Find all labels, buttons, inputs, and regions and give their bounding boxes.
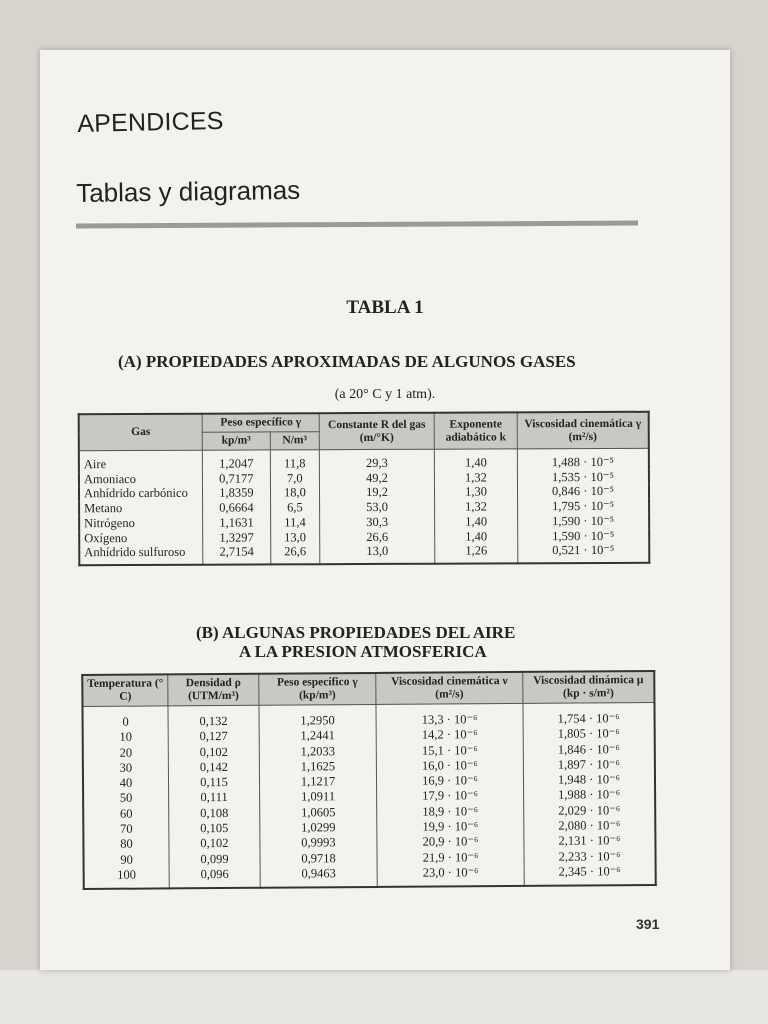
- temperatura-value: 30: [83, 760, 169, 776]
- constante-value: 30,3: [320, 515, 435, 530]
- constante-value: 19,2: [319, 485, 434, 500]
- exponente-value: 1,32: [435, 499, 518, 514]
- exponente-value: 1,32: [434, 470, 517, 485]
- densidad-value: 0,102: [169, 836, 260, 852]
- visc-dinamica-value: 2,345 · 10⁻⁶: [524, 864, 656, 886]
- exponente-value: 1,40: [435, 529, 518, 544]
- peso-especifico-value: 1,2441: [259, 728, 376, 744]
- densidad-value: 0,142: [168, 760, 259, 776]
- densidad-value: 0,111: [169, 790, 260, 806]
- section-a-title: (A) PROPIEDADES APROXIMADAS DE ALGUNOS GASES: [118, 352, 576, 371]
- temperatura-value: 60: [83, 806, 169, 822]
- peso-n-value: 26,6: [270, 544, 319, 564]
- gases-table: [78, 411, 651, 566]
- densidad-value: 0,105: [169, 821, 260, 837]
- peso-kp-value: 1,3297: [203, 530, 271, 545]
- chapter-label: APENDICES: [77, 106, 224, 138]
- peso-kp-value: 0,6664: [203, 501, 271, 516]
- peso-n-value: 11,8: [270, 450, 319, 471]
- visc-cinematica-value: 20,9 · 10⁻⁶: [377, 834, 524, 850]
- visc-dinamica-value: 1,948 · 10⁻⁶: [523, 772, 655, 788]
- constante-value: 29,3: [319, 449, 434, 471]
- header-gas: Gas: [79, 414, 203, 451]
- viscosidad-value: 1,590 · 10⁻⁵: [518, 514, 650, 529]
- air-properties-table: [81, 670, 656, 890]
- visc-dinamica-value: 2,233 · 10⁻⁶: [524, 849, 656, 865]
- visc-cinematica-value: 15,1 · 10⁻⁶: [376, 743, 523, 759]
- peso-especifico-value: 1,0911: [260, 789, 377, 805]
- gas-name: Nitrógeno: [79, 516, 203, 531]
- densidad-value: 0,096: [169, 867, 260, 889]
- section-a-conditions: (a 20° C y 1 atm).: [334, 387, 436, 402]
- header-peso-n: N/m³: [270, 432, 319, 450]
- visc-cinematica-value: 14,2 · 10⁻⁶: [376, 727, 523, 743]
- peso-kp-value: 1,8359: [202, 486, 270, 501]
- visc-dinamica-value: 1,988 · 10⁻⁶: [524, 787, 656, 803]
- viscosidad-value: 1,795 · 10⁻⁵: [518, 499, 650, 514]
- visc-dinamica-value: 1,754 · 10⁻⁶: [523, 703, 655, 728]
- visc-cinematica-value: 23,0 · 10⁻⁶: [377, 865, 524, 887]
- gas-name: Anhídrido sulfuroso: [79, 545, 203, 565]
- constante-value: 49,2: [319, 470, 434, 485]
- temperatura-value: 20: [83, 745, 169, 761]
- gas-name: Anhídrido carbónico: [79, 486, 203, 501]
- constante-value: 53,0: [320, 500, 435, 515]
- viscosidad-value: 0,521 · 10⁻⁵: [518, 543, 650, 563]
- densidad-value: 0,108: [169, 806, 260, 822]
- densidad-value: 0,099: [169, 851, 260, 867]
- header-peso-kp: kp/m³: [202, 432, 270, 450]
- header-peso: Peso específico γ: [202, 413, 319, 432]
- header-constante: Constante R del gas (m/°K): [319, 413, 434, 450]
- gas-name: Amoniaco: [79, 471, 203, 486]
- table-row: [79, 543, 649, 565]
- visc-cinematica-value: 16,9 · 10⁻⁶: [376, 773, 523, 789]
- exponente-value: 1,40: [434, 449, 517, 471]
- title-underline: [76, 221, 638, 229]
- densidad-value: 0,127: [168, 729, 259, 745]
- header-visc-cinematica: Viscosidad cinemática ν (m²/s): [376, 672, 523, 705]
- peso-n-value: 11,4: [270, 515, 319, 530]
- table-row: [79, 448, 649, 472]
- peso-especifico-value: 1,2033: [259, 744, 376, 760]
- visc-dinamica-value: 2,131 · 10⁻⁶: [524, 833, 656, 849]
- temperatura-value: 70: [83, 821, 169, 837]
- peso-kp-value: 2,7154: [203, 545, 271, 565]
- temperatura-value: 0: [82, 706, 168, 730]
- visc-dinamica-value: 1,846 · 10⁻⁶: [523, 742, 655, 758]
- peso-n-value: 6,5: [270, 500, 319, 515]
- peso-especifico-value: 0,9463: [260, 866, 377, 888]
- visc-dinamica-value: 1,897 · 10⁻⁶: [523, 757, 655, 773]
- exponente-value: 1,26: [435, 544, 518, 564]
- visc-cinematica-value: 19,9 · 10⁻⁶: [377, 819, 524, 835]
- page-title: Tablas y diagramas: [76, 174, 301, 208]
- peso-n-value: 7,0: [270, 471, 319, 486]
- densidad-value: 0,102: [168, 744, 259, 760]
- densidad-value: 0,132: [168, 705, 259, 729]
- viscosidad-value: 1,590 · 10⁻⁵: [518, 528, 650, 543]
- viscosidad-value: 1,488 · 10⁻⁵: [517, 448, 649, 470]
- peso-kp-value: 1,2047: [202, 450, 270, 471]
- visc-dinamica-value: 2,029 · 10⁻⁶: [524, 803, 656, 819]
- peso-especifico-value: 0,9993: [260, 835, 377, 851]
- peso-n-value: 13,0: [270, 530, 319, 545]
- table-row: [84, 864, 656, 889]
- visc-cinematica-value: 17,9 · 10⁻⁶: [377, 788, 524, 804]
- table-title: TABLA 1: [346, 297, 424, 318]
- visc-dinamica-value: 2,080 · 10⁻⁶: [524, 818, 656, 834]
- visc-cinematica-value: 21,9 · 10⁻⁶: [377, 850, 524, 866]
- gas-name: Metano: [79, 501, 203, 516]
- temperatura-value: 10: [83, 730, 169, 746]
- header-densidad: Densidad ρ (UTM/m³): [168, 674, 259, 706]
- page-number: 391: [636, 916, 660, 932]
- background-surface: [0, 970, 768, 1024]
- peso-especifico-value: 1,0605: [260, 805, 377, 821]
- peso-especifico-value: 1,1625: [259, 759, 376, 775]
- densidad-value: 0,115: [168, 775, 259, 791]
- constante-value: 13,0: [320, 544, 435, 564]
- peso-kp-value: 0,7177: [202, 471, 270, 486]
- header-exponente: Exponente adiabático k: [434, 412, 517, 449]
- temperatura-value: 90: [83, 852, 169, 868]
- constante-value: 26,6: [320, 529, 435, 544]
- header-peso-especifico: Peso específico γ (kp/m³): [259, 673, 376, 705]
- temperatura-value: 50: [83, 791, 169, 807]
- viscosidad-value: 0,846 · 10⁻⁵: [517, 484, 649, 499]
- header-temperatura: Temperatura (° C): [82, 674, 168, 706]
- exponente-value: 1,30: [434, 485, 517, 500]
- exponente-value: 1,40: [435, 514, 518, 529]
- visc-dinamica-value: 1,805 · 10⁻⁶: [523, 726, 655, 742]
- visc-cinematica-value: 18,9 · 10⁻⁶: [377, 804, 524, 820]
- header-viscosidad: Viscosidad cinemática γ (m²/s): [517, 412, 649, 449]
- gases-table-body: [79, 448, 649, 565]
- temperatura-value: 40: [83, 776, 169, 792]
- gas-name: Aire: [79, 450, 203, 472]
- header-visc-dinamica: Viscosidad dinámica μ (kp · s/m²): [523, 671, 655, 703]
- peso-especifico-value: 1,0299: [260, 820, 377, 836]
- temperatura-value: 100: [84, 867, 170, 889]
- document-page: [40, 50, 730, 970]
- temperatura-value: 80: [83, 837, 169, 853]
- viscosidad-value: 1,535 · 10⁻⁵: [517, 469, 649, 484]
- visc-cinematica-value: 13,3 · 10⁻⁶: [376, 703, 523, 728]
- peso-kp-value: 1,1631: [203, 515, 271, 530]
- peso-n-value: 18,0: [270, 486, 319, 501]
- section-b-title: (B) ALGUNAS PROPIEDADES DEL AIRE: [196, 623, 516, 642]
- visc-cinematica-value: 16,0 · 10⁻⁶: [376, 758, 523, 774]
- peso-especifico-value: 0,9718: [260, 851, 377, 867]
- section-b-subtitle: A LA PRESION ATMOSFERICA: [239, 642, 487, 661]
- peso-especifico-value: 1,1217: [259, 774, 376, 790]
- gas-name: Oxígeno: [79, 530, 203, 545]
- peso-especifico-value: 1,2950: [259, 704, 376, 729]
- air-table-body: [82, 703, 655, 890]
